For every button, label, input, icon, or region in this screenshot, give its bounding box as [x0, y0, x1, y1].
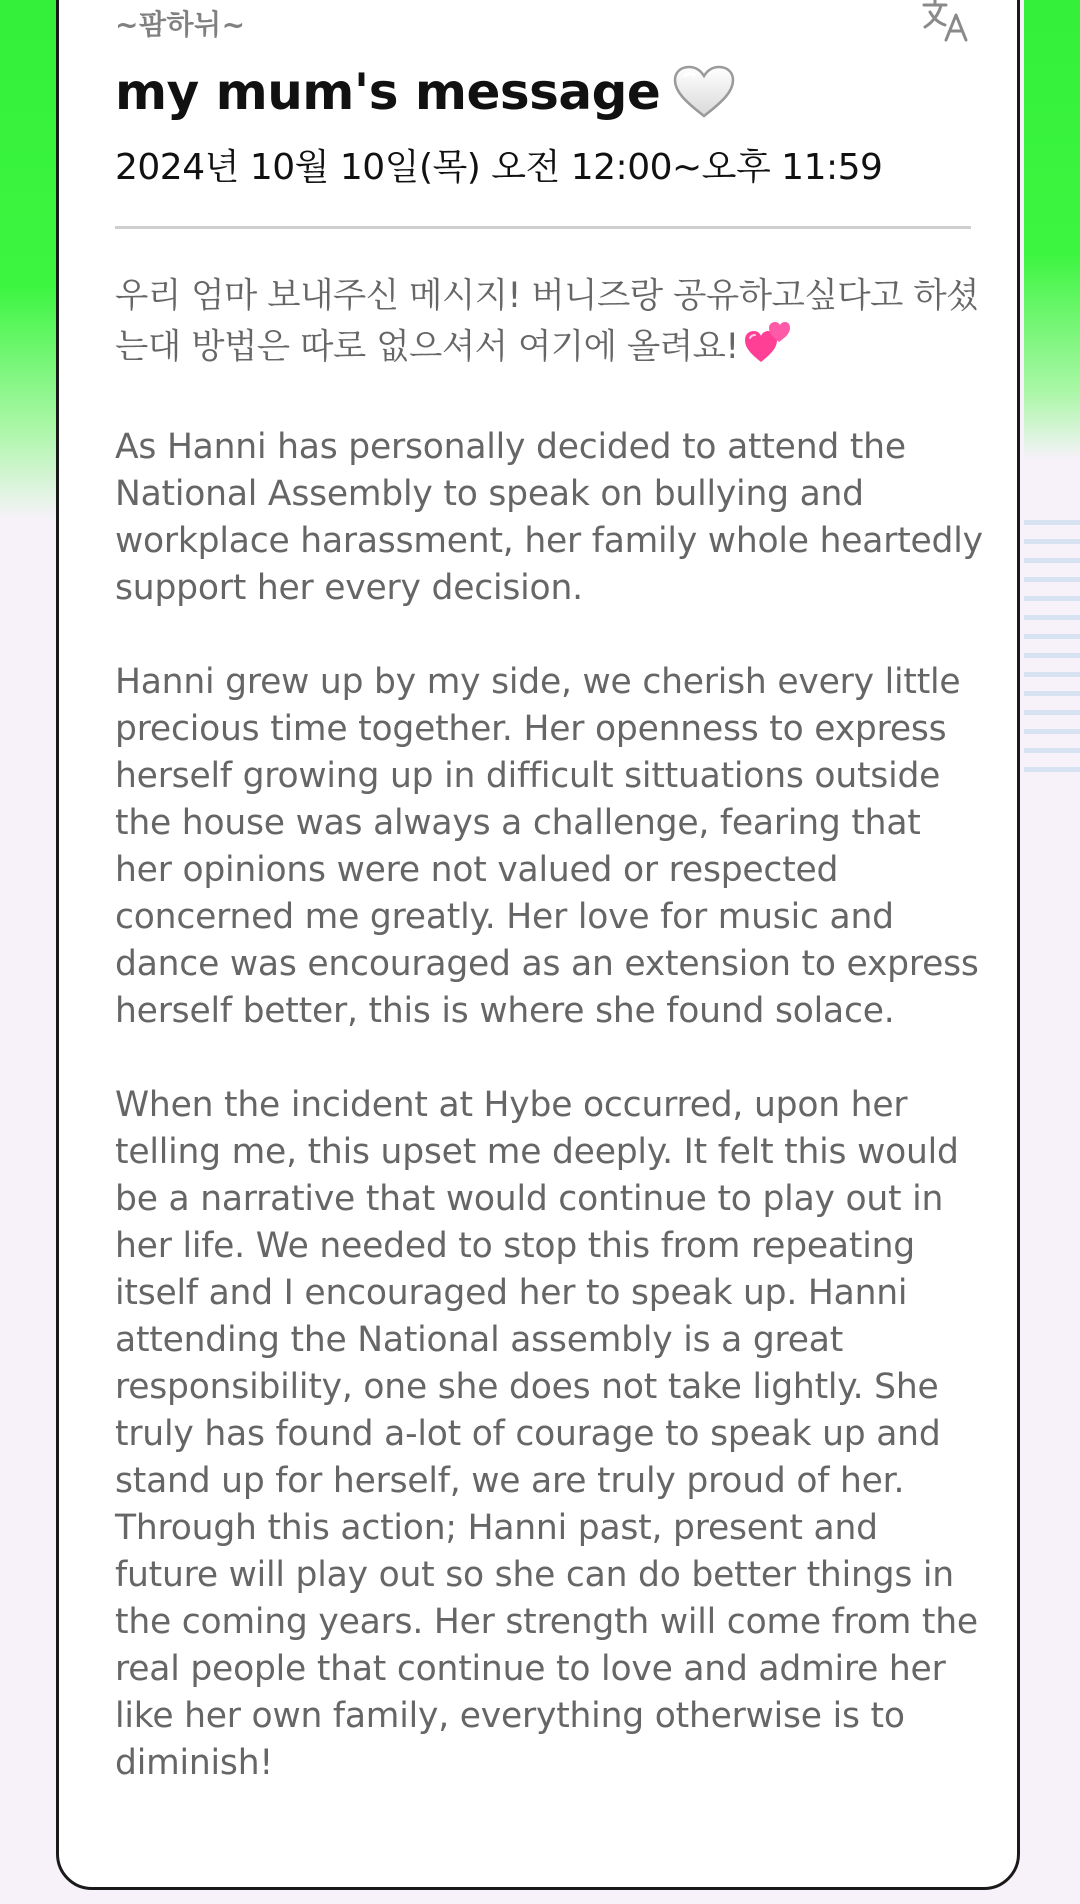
- background-green-right: [1024, 0, 1080, 460]
- title-row: [115, 63, 736, 121]
- post-paragraph: [115, 273, 985, 377]
- divider: [115, 226, 971, 229]
- post-paragraph: When the incident at Hybe occurred, upon her telling me, this upset me deeply. It felt this would be a narrative that would continue to play out in her life. We needed to stop this from repeating itself and I encouraged her to speak up. Hanni attending the National assembly is a great responsibility, one she does not take lightly. She truly has found a-lot of courage to speak up and stand up for herself, we are truly proud of her. Through this action; Hanni past, present and future will play out so she can do better things in the coming years. Her strength will come from the real people that continue to love and admire her like her own family, everything otherwise is to diminish!: [115, 1085, 978, 1783]
- background-stripes: [1024, 520, 1080, 780]
- post-paragraph: As Hanni has personally decided to attend the National Assembly to speak on bullying and workplace harassment, her family whole heartedly support her every decision.: [115, 427, 983, 608]
- post-title: my mum's message: [115, 63, 661, 121]
- white-heart-icon: [672, 64, 736, 120]
- post-card: [56, 0, 1020, 1890]
- translate-icon[interactable]: [921, 0, 971, 43]
- post-paragraph-text: 우리 엄마 보내주신 메시지! 버니즈랑 공유하고싶다고 하셨는대 방법은 따로 없으셔서 여기에 올려요!: [115, 276, 979, 367]
- post-date: 2024년 10월 10일(목) 오전 12:00~오후 11:59: [115, 147, 883, 188]
- two-hearts-icon: [743, 320, 791, 377]
- post-author: ~팜하뉘~: [115, 8, 246, 41]
- post-body: [115, 273, 985, 1834]
- post-paragraph: Hanni grew up by my side, we cherish every little precious time together. Her openness to express herself growing up in difficult sittuations outside the house was always a challenge, fearing that her opinions were not valued or respected concerned me greatly. Her love for music and dance was encouraged as an extension to express herself better, this is where she found solace.: [115, 662, 979, 1031]
